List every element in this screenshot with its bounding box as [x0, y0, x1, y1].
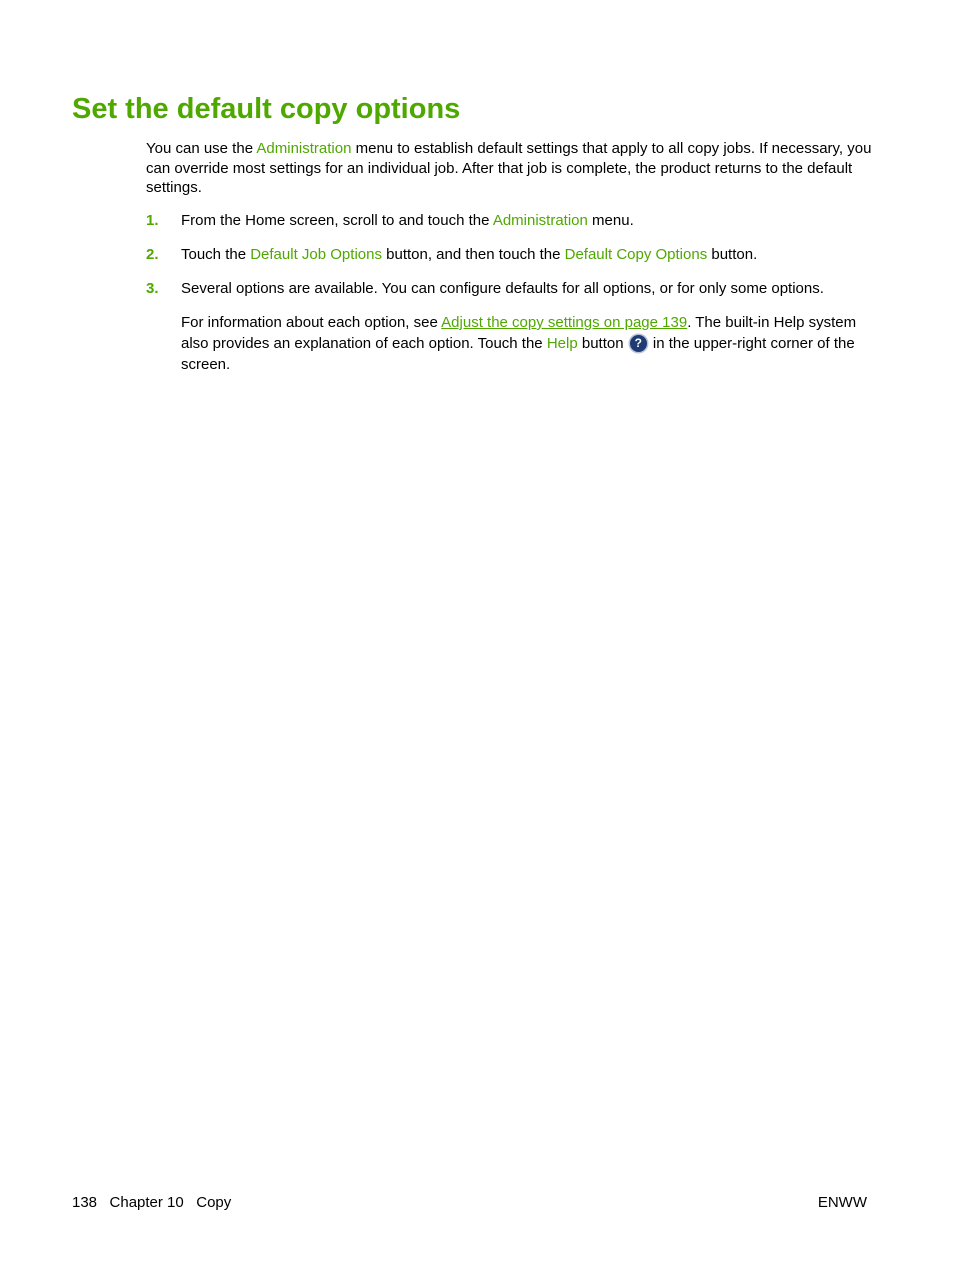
step-number: 1. [146, 212, 159, 229]
step-text: button. [707, 246, 758, 263]
detail-text: button [577, 335, 628, 352]
default-copy-options-term: Default Copy Options [564, 246, 708, 263]
footer-page-info: 138 Chapter 10 Copy [72, 1194, 232, 1211]
adjust-copy-settings-link[interactable]: Adjust the copy settings on page 139 [441, 314, 688, 331]
step-text: menu. [587, 212, 634, 229]
step-text: Touch the [181, 246, 251, 263]
steps-list [146, 211, 876, 390]
default-job-options-term: Default Job Options [250, 246, 382, 263]
intro-paragraph [146, 139, 876, 198]
step-3 [146, 279, 876, 375]
step-text: button, and then touch the [381, 246, 565, 263]
administration-term: Administration [256, 140, 352, 157]
detail-text: in the upper-right corner of the screen. [181, 335, 855, 373]
step-number: 3. [146, 280, 159, 297]
step-text: From the Home screen, scroll to and touch the [181, 212, 493, 229]
administration-term: Administration [492, 212, 588, 229]
step-3-detail [181, 312, 876, 375]
step-text: Several options are available. You can configure defaults for all options, or for only some options. [181, 280, 824, 297]
intro-text-after: menu to establish default settings that apply to all copy jobs. If necessary, you can override most settings for an individual job. After that job is complete, the product returns to the default settings. [146, 140, 872, 196]
detail-text: . The built-in Help system also provides an explanation of each option. Touch the [181, 314, 857, 352]
intro-text-before: You can use the [146, 140, 257, 157]
step-number: 2. [146, 246, 159, 263]
step-1 [146, 211, 876, 231]
footer-locale: ENWW [817, 1194, 867, 1211]
page-title: Set the default copy options [72, 93, 461, 125]
help-question-icon: ? [630, 335, 647, 352]
detail-text: For information about each option, see [181, 314, 442, 331]
help-term: Help [546, 335, 578, 352]
step-2 [146, 245, 876, 265]
